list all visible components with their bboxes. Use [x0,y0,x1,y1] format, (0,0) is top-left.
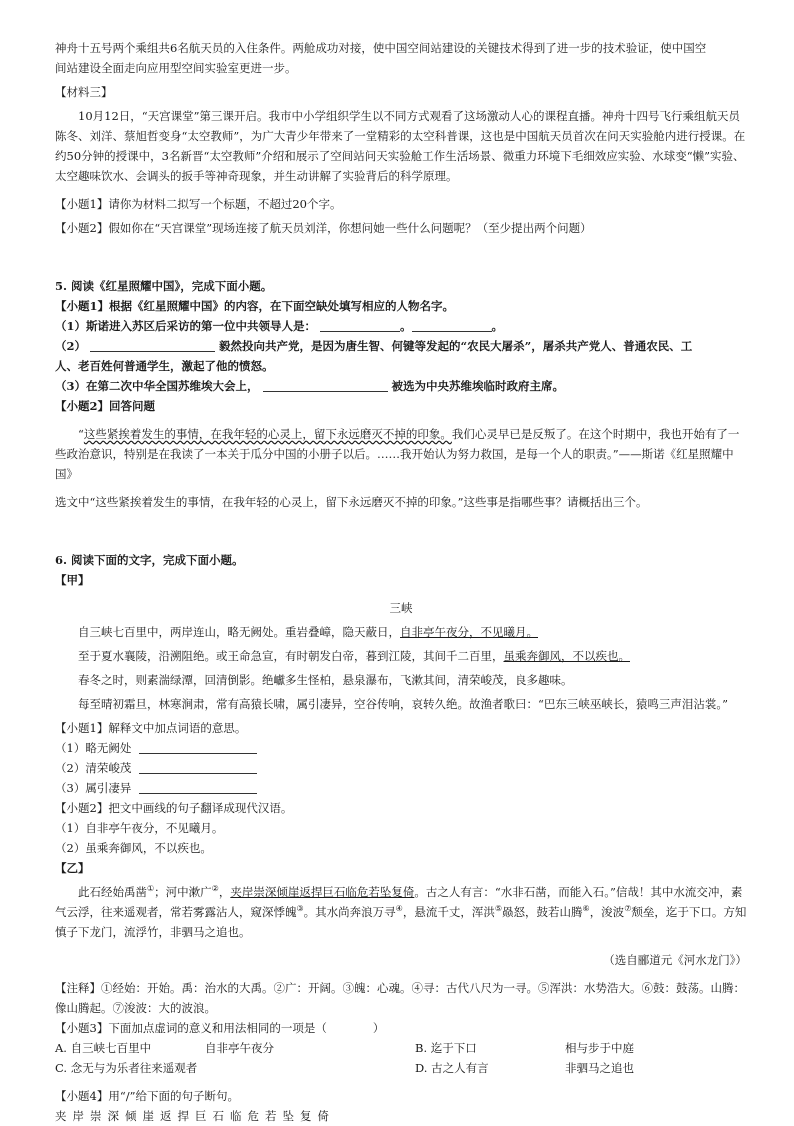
q5-item-2 [55,336,747,356]
passage-paragraph-2 [55,646,747,666]
option-d[interactable] [415,1058,755,1078]
sq1-blank-1[interactable] [139,739,257,754]
note-ref-7: ⑦ [624,904,632,914]
yi-text-d: 。古之人有言：“水非石凿，而能入石。”信哉！其中水流交冲，素气云浮，往来遥观者，常若雾露沾人，窥深悸魄 [55,885,743,919]
q6-subquestion-1: 【小题1】解释文中加点词语的意思。 [55,721,247,735]
option-b-right: 相与步于中庭 [565,1041,634,1055]
q6-sq2-item-1: （1）自非亭午夜分，不见曦月。 [55,821,224,835]
yi-text-h: ，浚波 [589,905,625,919]
q5-item-3 [55,376,747,396]
yi-source: （选自郦道元《河水龙门》） [603,953,747,967]
quote-underlined: 这些紧挨着发生的事情，在我年轻的心灵上，留下永远磨灭不掉的印象。 [83,427,452,441]
q6-subquestion-4: 【小题4】用“/”给下面的句子断句。 [55,1089,239,1103]
q6-sq1-item-3 [55,778,747,798]
quote-rest: 我们心灵早已是反叛了。在这个时期中，我也开始有了一些政治意识，特别是在我读了一本关于瓜分中国的小册子以后。……我开始认为努力救国，是每一个人的职责。”——斯诺《红星照耀中国》 [55,427,740,481]
option-d-left: D. 古之人有言 [415,1061,489,1075]
p2-text: 至于夏水襄陵，沿溯阻绝。或王命急宣，有时朝发白帝，暮到江陵，其间千二百里， [78,649,504,663]
yi-underlined: 夹岸崇深倾崖返捍巨石临危若坠复倚 [230,885,415,899]
q5-subquestion-1: 【小题1】根据《红星照耀中国》的内容，在下面空缺处填写相应的人物名字。 [55,299,454,313]
q5-quote [55,424,747,484]
note-ref-6: ⑥ [582,904,590,914]
q6-sq3-options [55,1038,747,1078]
question-5-title: 5. 阅读《红星照耀中国》，完成下面小题。 [55,279,273,293]
subquestion-2: 【小题2】假如你在“天宫课堂”现场连接了航天员刘洋，你想问她一些什么问题呢？（至少提出两个问题） [55,221,592,235]
yi-text-g: 赑怒，鼓若山腾 [502,905,583,919]
q5-item-1-text: （1）斯诺进入苏区后采访的第一位中共领导人是： [55,319,316,333]
yi-text-e: 。其水尚奔浪万寻 [303,905,396,919]
yi-text-c: ， [218,885,231,899]
option-d-right: 非驷马之追也 [565,1061,634,1075]
q6-sq4-sentence[interactable]: 夹岸崇深倾崖返捍巨石临危若坠复倚 [55,1109,335,1123]
option-a-left: A. 自三峡七百里中 [55,1041,152,1055]
q5-question: 选文中“这些紧挨着发生的事情，在我年轻的心灵上，留下永远磨灭不掉的印象。”这些事是指哪些事？请概括出三个。 [55,495,648,509]
document-page [55,38,747,1126]
note-ref-4: ④ [395,904,403,914]
p1-underlined: 自非亭午夜分，不见曦月。 [400,625,538,639]
q6-sq1-item-2 [55,758,747,778]
q5-subquestion-2: 【小题2】回答问题 [55,399,156,413]
material-3-paragraph: 10月12日，“天宫课堂”第三课开启。我市中小学组织学生以不同方式观看了这场激动人心的课程直播。神舟十四号飞行乘组航天员陈冬、刘洋、蔡旭哲变身“太空教师”，为广大青少年带来了一堂精彩的太空科普课，这也是中国航天员首次在问天实验舱内进行授课。在约50分钟的授课中，3名新晋“太空教师”介绍和展示了空间站问天实验舱工作生活场景、微重力环境下毛细效应实验、水球变“懒”实验、太空趣味饮水、会调头的扳手等神奇现象，并生动讲解了实验背后的科学原理。 [55,109,746,183]
q5-item-1 [55,316,747,336]
q5-item-2-number: （2） [55,339,87,353]
sq1-item-3-text: （3）属引凄异 [55,781,132,795]
note-ref-5: ⑤ [494,904,503,914]
sq1-item-2-text: （2）清荣峻茂 [55,761,132,775]
q5-item-2-text: 毅然投向共产党，是因为唐生智、何键等发起的“农民大屠杀”，屠杀共产党人、普通农民、工 [219,339,693,353]
option-c-right [205,1058,395,1078]
yi-text-b: ；河中漱广 [154,885,212,899]
p1-text: 自三峡七百里中，两岸连山，略无阙处。重岩叠嶂，隐天蔽日， [78,625,400,639]
question-6-title: 6. 阅读下面的文字，完成下面小题。 [55,553,244,567]
note-ref-3: ③ [296,904,304,914]
quote-open: “ [78,427,84,441]
q6-sq2-item-2: （2）虽乘奔御风，不以疾也。 [55,841,212,855]
q5-item-3-text: （3）在第二次中华全国苏维埃大会上， [55,379,259,393]
sq1-item-1-text: （1）略无阙处 [55,741,132,755]
subquestion-1: 【小题1】请你为材料二拟写一个标题，不超过20个字。 [55,197,342,211]
passage-paragraph-1 [55,622,747,642]
q5-blank-1b-mark: 。 [491,319,504,333]
passage-paragraph-4: 每至晴初霜旦，林寒涧肃，常有高猿长啸，属引凄异，空谷传响，哀转久绝。故渔者歌曰：“巴东三峡巫峡长，猿鸣三声泪沾裳。” [78,697,729,711]
passage-paragraph-3: 春冬之时，则素湍绿潭，回清倒影。绝巘多生怪柏，悬泉瀑布，飞漱其间，清荣峻茂，良多趣味。 [78,673,573,687]
yi-text-i: 颓垒，迄于下口。方知慎子下龙门，流浮竹，非驷马之追也。 [55,905,747,939]
note-ref-1: ① [147,884,155,894]
intro-line-2: 间站建设全面走向应用型空间实验室更进一步。 [55,61,297,75]
part-yi-label: 【乙】 [55,861,90,875]
q6-subquestion-3: 【小题3】下面加点虚词的意义和用法相同的一项是（ ） [55,1021,385,1035]
option-b-left: B. 迄于下口 [415,1041,477,1055]
yi-text-f: ，悬流千丈，浑洪 [402,905,495,919]
p2-underlined: 虽乘奔御风，不以疾也。 [503,649,630,663]
q5-blank-3[interactable] [263,377,388,392]
sq1-blank-2[interactable] [139,759,257,774]
yi-text-a: 此石经始禹凿 [78,885,147,899]
q5-item-2-cont: 人、老百姓何普通学生，激起了他的愤怒。 [55,359,274,373]
note-ref-2: ② [211,884,219,894]
part-jia-label: 【甲】 [55,573,90,587]
sq1-blank-3[interactable] [139,779,257,794]
q5-blank-1-mark: 。 [400,319,412,333]
q5-item-3-tail: 被选为中央苏维埃临时政府主席。 [391,379,565,393]
yi-passage [55,882,747,942]
option-c[interactable] [55,1058,395,1078]
q6-subquestion-2: 【小题2】把文中画线的句子翻译成现代汉语。 [55,801,293,815]
passage-title: 三峡 [389,601,413,615]
option-a-right: 自非亭午夜分 [205,1041,274,1055]
yi-notes: 【注释】①经始：开始。禹：治水的大禹。②广：开阔。③魄：心魂。④寻：古代八尺为一寻。⑤浑洪：水势浩大。⑥鼓：鼓荡。山腾：像山腾起。⑦浚波：大的波浪。 [55,981,745,1015]
option-b[interactable] [415,1038,755,1058]
q6-sq1-item-1 [55,738,747,758]
material-3-heading: 【材料三】 [55,85,113,99]
q5-blank-1[interactable] [320,317,400,332]
q5-blank-2[interactable] [90,337,215,352]
option-a[interactable] [55,1038,395,1058]
q5-blank-1b[interactable] [412,317,492,332]
option-c-left: C. 念无与为乐者往来遥观者 [55,1061,198,1075]
intro-line-1: 神舟十五号两个乘组共6名航天员的入住条件。两舱成功对接，使中国空间站建设的关键技术得到了进一步的技术验证，使中国空 [55,41,707,55]
